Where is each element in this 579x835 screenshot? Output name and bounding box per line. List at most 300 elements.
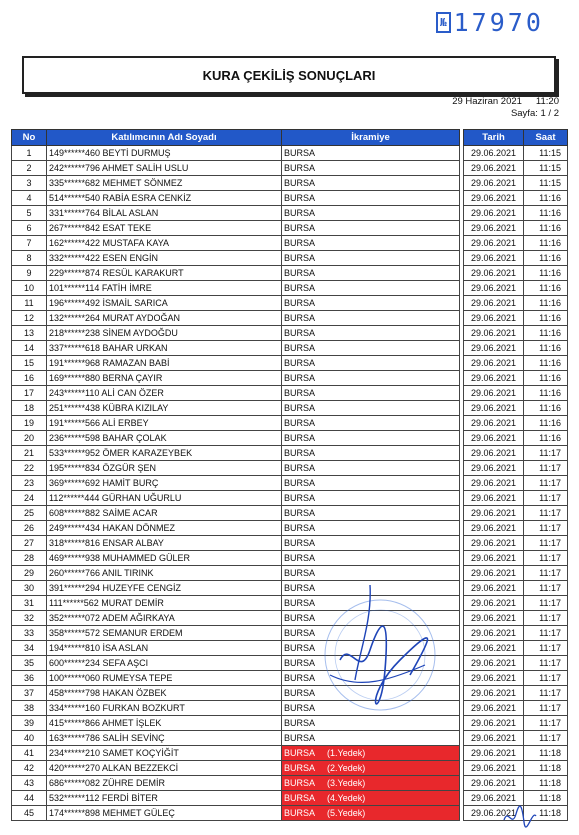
row-time: 11:16 [524,281,568,296]
row-name: 169******880 BERNA ÇAYIR [47,371,282,386]
row-date: 29.06.2021 [464,386,524,401]
table-row [12,581,568,596]
prize-label: BURSA [284,762,316,773]
row-date: 29.06.2021 [464,611,524,626]
row-prize [282,281,460,296]
table-row [12,776,568,791]
row-time: 11:16 [524,386,568,401]
row-time: 11:16 [524,296,568,311]
row-time: 11:17 [524,551,568,566]
table-row [12,671,568,686]
prize-label: BURSA [284,612,316,623]
row-name: 251******438 KÜBRA KIZILAY [47,401,282,416]
row-prize [282,176,460,191]
table-row [12,791,568,806]
row-time: 11:16 [524,221,568,236]
row-time: 11:17 [524,671,568,686]
table-row [12,746,568,761]
row-date: 29.06.2021 [464,716,524,731]
document-number: 17970 [453,8,544,37]
row-time: 11:17 [524,641,568,656]
row-no: 23 [12,476,47,491]
table-row [12,281,568,296]
table-row [12,596,568,611]
row-time: 11:16 [524,326,568,341]
page-title [22,56,556,94]
row-time: 11:17 [524,716,568,731]
row-no: 17 [12,386,47,401]
row-no: 29 [12,566,47,581]
row-date: 29.06.2021 [464,341,524,356]
row-no: 24 [12,491,47,506]
row-name: 608******882 SAİME ACAR [47,506,282,521]
table-row [12,236,568,251]
table-row [12,716,568,731]
row-date: 29.06.2021 [464,176,524,191]
table-row [12,311,568,326]
row-no: 26 [12,521,47,536]
row-date: 29.06.2021 [464,776,524,791]
row-date: 29.06.2021 [464,566,524,581]
row-time: 11:17 [524,446,568,461]
row-name: 686******082 ZÜHRE DEMİR [47,776,282,791]
row-date: 29.06.2021 [464,521,524,536]
row-date: 29.06.2021 [464,311,524,326]
prize-label: BURSA [284,747,316,758]
row-time: 11:17 [524,656,568,671]
header-time: Saat [524,130,568,146]
row-prize [282,416,460,431]
row-no: 22 [12,461,47,476]
row-prize [282,521,460,536]
row-no: 16 [12,371,47,386]
print-date: 29 Haziran 2021 [452,96,522,107]
row-date: 29.06.2021 [464,746,524,761]
row-time: 11:17 [524,626,568,641]
row-name: 332******422 ESEN ENGİN [47,251,282,266]
prize-label: BURSA [284,552,316,563]
table-row [12,341,568,356]
row-no: 3 [12,176,47,191]
row-time: 11:16 [524,356,568,371]
prize-label: BURSA [284,672,316,683]
reserve-label: (1.Yedek) [327,747,366,758]
prize-label: BURSA [284,792,316,803]
row-name: 335******682 MEHMET SÖNMEZ [47,176,282,191]
header-name: Katılımcının Adı Soyadı [47,130,282,146]
row-prize [282,551,460,566]
row-time: 11:17 [524,521,568,536]
prize-label: BURSA [284,312,316,323]
row-time: 11:16 [524,251,568,266]
table-row [12,626,568,641]
table-row [12,686,568,701]
row-name: 174******898 MEHMET GÜLEÇ [47,806,282,821]
row-date: 29.06.2021 [464,251,524,266]
row-date: 29.06.2021 [464,761,524,776]
row-name: 243******110 ALİ CAN ÖZER [47,386,282,401]
row-prize [282,446,460,461]
prize-label: BURSA [284,537,316,548]
prize-label: BURSA [284,342,316,353]
row-no: 5 [12,206,47,221]
prize-label: BURSA [284,147,316,158]
row-date: 29.06.2021 [464,476,524,491]
prize-label: BURSA [284,237,316,248]
row-prize [282,386,460,401]
row-no: 30 [12,581,47,596]
row-no: 19 [12,416,47,431]
row-time: 11:17 [524,506,568,521]
prize-label: BURSA [284,387,316,398]
table-row [12,656,568,671]
row-name: 234******210 SAMET KOÇYİĞİT [47,746,282,761]
table-row [12,521,568,536]
row-no: 34 [12,641,47,656]
row-no: 35 [12,656,47,671]
row-no: 2 [12,161,47,176]
row-prize [282,746,460,761]
row-time: 11:17 [524,701,568,716]
prize-label: BURSA [284,492,316,503]
prize-label: BURSA [284,432,316,443]
prize-label: BURSA [284,357,316,368]
row-time: 11:17 [524,731,568,746]
row-no: 15 [12,356,47,371]
row-name: 358******572 SEMANUR ERDEM [47,626,282,641]
row-name: 514******540 RABİA ESRA CENKİZ [47,191,282,206]
row-no: 9 [12,266,47,281]
row-date: 29.06.2021 [464,626,524,641]
table-row [12,701,568,716]
table-row [12,536,568,551]
row-no: 7 [12,236,47,251]
row-name: 369******692 HAMİT BURÇ [47,476,282,491]
prize-label: BURSA [284,732,316,743]
row-name: 163******786 SALİH SEVİNÇ [47,731,282,746]
row-date: 29.06.2021 [464,416,524,431]
row-date: 29.06.2021 [464,641,524,656]
row-name: 337******618 BAHAR URKAN [47,341,282,356]
table-row [12,641,568,656]
row-name: 100******060 RUMEYSA TEPE [47,671,282,686]
table-row [12,371,568,386]
row-name: 415******866 AHMET İŞLEK [47,716,282,731]
row-prize [282,776,460,791]
row-name: 458******798 HAKAN ÖZBEK [47,686,282,701]
table-row [12,491,568,506]
prize-label: BURSA [284,327,316,338]
row-name: 260******766 ANIL TIRINK [47,566,282,581]
row-time: 11:17 [524,461,568,476]
row-date: 29.06.2021 [464,596,524,611]
row-time: 11:18 [524,746,568,761]
table-row [12,296,568,311]
row-date: 29.06.2021 [464,281,524,296]
table-row [12,326,568,341]
table-row [12,476,568,491]
table-row [12,386,568,401]
row-time: 11:17 [524,686,568,701]
row-time: 11:17 [524,596,568,611]
reserve-label: (5.Yedek) [327,807,366,818]
row-date: 29.06.2021 [464,206,524,221]
row-date: 29.06.2021 [464,671,524,686]
row-date: 29.06.2021 [464,686,524,701]
official-seal-signature [300,580,440,720]
row-name: 600******234 SEFA AŞCI [47,656,282,671]
row-no: 27 [12,536,47,551]
row-name: 318******816 ENSAR ALBAY [47,536,282,551]
row-name: 420******270 ALKAN BEZZEKCİ [47,761,282,776]
prize-label: BURSA [284,252,316,263]
row-name: 218******238 SİNEM AYDOĞDU [47,326,282,341]
row-name: 191******566 ALİ ERBEY [47,416,282,431]
prize-label: BURSA [284,687,316,698]
table-row [12,176,568,191]
row-time: 11:16 [524,266,568,281]
title-text: KURA ÇEKİLİŞ SONUÇLARI [202,67,376,83]
row-no: 39 [12,716,47,731]
row-no: 11 [12,296,47,311]
prize-label: BURSA [284,207,316,218]
prize-label: BURSA [284,162,316,173]
table-header [12,130,568,146]
row-time: 11:15 [524,176,568,191]
row-no: 44 [12,791,47,806]
document-number-stamp [436,8,544,37]
header-prize: İkramiye [282,130,460,146]
row-prize [282,806,460,821]
row-time: 11:15 [524,146,568,161]
row-prize [282,356,460,371]
row-prize [282,431,460,446]
row-prize [282,191,460,206]
header-no: No [12,130,47,146]
row-date: 29.06.2021 [464,146,524,161]
row-prize [282,476,460,491]
prize-label: BURSA [284,777,316,788]
table-row [12,416,568,431]
prize-label: BURSA [284,267,316,278]
table-row [12,251,568,266]
table-body [12,146,568,821]
row-name: 195******834 ÖZGÜR ŞEN [47,461,282,476]
row-prize [282,311,460,326]
prize-label: BURSA [284,702,316,713]
row-prize [282,206,460,221]
table-row [12,761,568,776]
row-no: 20 [12,431,47,446]
row-time: 11:15 [524,161,568,176]
row-name: 267******842 ESAT TEKE [47,221,282,236]
row-prize [282,146,460,161]
prize-label: BURSA [284,462,316,473]
row-date: 29.06.2021 [464,236,524,251]
row-date: 29.06.2021 [464,491,524,506]
row-date: 29.06.2021 [464,806,524,821]
row-date: 29.06.2021 [464,791,524,806]
row-date: 29.06.2021 [464,656,524,671]
row-date: 29.06.2021 [464,506,524,521]
row-prize [282,371,460,386]
row-time: 11:16 [524,416,568,431]
table-row [12,731,568,746]
row-name: 352******072 ADEM AĞIRKAYA [47,611,282,626]
results-table [11,129,568,821]
row-no: 25 [12,506,47,521]
row-prize [282,296,460,311]
row-date: 29.06.2021 [464,461,524,476]
row-name: 162******422 MUSTAFA KAYA [47,236,282,251]
row-no: 31 [12,596,47,611]
row-no: 37 [12,686,47,701]
row-prize [282,491,460,506]
row-no: 32 [12,611,47,626]
table-row [12,401,568,416]
row-prize [282,221,460,236]
row-no: 18 [12,401,47,416]
row-no: 21 [12,446,47,461]
print-time: 11:20 [535,96,559,107]
row-no: 40 [12,731,47,746]
row-prize [282,341,460,356]
row-time: 11:16 [524,401,568,416]
row-name: 334******160 FURKAN BOZKURT [47,701,282,716]
table-row [12,551,568,566]
row-time: 11:18 [524,776,568,791]
prize-label: BURSA [284,372,316,383]
row-prize [282,161,460,176]
row-prize [282,461,460,476]
row-no: 38 [12,701,47,716]
prize-label: BURSA [284,447,316,458]
row-name: 533******952 ÖMER KARAZEYBEK [47,446,282,461]
row-date: 29.06.2021 [464,701,524,716]
table-row [12,161,568,176]
table-row [12,206,568,221]
row-no: 4 [12,191,47,206]
row-time: 11:18 [524,806,568,821]
row-date: 29.06.2021 [464,326,524,341]
row-name: 469******938 MUHAMMED GÜLER [47,551,282,566]
row-date: 29.06.2021 [464,371,524,386]
prize-label: BURSA [284,807,316,818]
prize-label: BURSA [284,657,316,668]
row-no: 14 [12,341,47,356]
table-row [12,431,568,446]
row-date: 29.06.2021 [464,551,524,566]
row-name: 391******294 HUZEYFE CENGİZ [47,581,282,596]
table-row [12,356,568,371]
row-time: 11:16 [524,236,568,251]
row-name: 229******874 RESÜL KARAKURT [47,266,282,281]
row-date: 29.06.2021 [464,191,524,206]
table-row [12,611,568,626]
row-date: 29.06.2021 [464,731,524,746]
row-name: 112******444 GÜRHAN UĞURLU [47,491,282,506]
row-time: 11:17 [524,566,568,581]
table-row [12,566,568,581]
row-time: 11:16 [524,311,568,326]
row-date: 29.06.2021 [464,581,524,596]
row-no: 6 [12,221,47,236]
row-no: 13 [12,326,47,341]
prize-label: BURSA [284,282,316,293]
row-prize [282,791,460,806]
row-no: 28 [12,551,47,566]
row-no: 12 [12,311,47,326]
row-name: 532******112 FERDİ BİTER [47,791,282,806]
prize-label: BURSA [284,582,316,593]
prize-label: BURSA [284,192,316,203]
row-time: 11:17 [524,491,568,506]
row-time: 11:17 [524,611,568,626]
row-prize [282,566,460,581]
header-date: Tarih [464,130,524,146]
prize-label: BURSA [284,402,316,413]
row-no: 41 [12,746,47,761]
row-date: 29.06.2021 [464,356,524,371]
row-no: 33 [12,626,47,641]
prize-label: BURSA [284,627,316,638]
prize-label: BURSA [284,177,316,188]
row-no: 36 [12,671,47,686]
row-date: 29.06.2021 [464,446,524,461]
table-row [12,806,568,821]
row-no: 42 [12,761,47,776]
reserve-label: (2.Yedek) [327,762,366,773]
prize-label: BURSA [284,417,316,428]
number-sign: № [436,12,451,33]
prize-label: BURSA [284,507,316,518]
row-time: 11:18 [524,761,568,776]
row-name: 101******114 FATİH İMRE [47,281,282,296]
row-name: 132******264 MURAT AYDOĞAN [47,311,282,326]
prize-label: BURSA [284,597,316,608]
table-row [12,221,568,236]
prize-label: BURSA [284,642,316,653]
table-row [12,446,568,461]
row-prize [282,761,460,776]
row-time: 11:16 [524,206,568,221]
row-time: 11:17 [524,536,568,551]
row-date: 29.06.2021 [464,266,524,281]
row-date: 29.06.2021 [464,221,524,236]
reserve-label: (4.Yedek) [327,792,366,803]
row-prize [282,236,460,251]
prize-label: BURSA [284,522,316,533]
prize-label: BURSA [284,297,316,308]
row-no: 10 [12,281,47,296]
row-date: 29.06.2021 [464,296,524,311]
row-time: 11:16 [524,371,568,386]
table-row [12,266,568,281]
row-name: 194******810 İSA ASLAN [47,641,282,656]
row-name: 242******796 AHMET SALİH USLU [47,161,282,176]
row-no: 8 [12,251,47,266]
prize-label: BURSA [284,222,316,233]
row-name: 111******562 MURAT DEMİR [47,596,282,611]
row-name: 149******460 BEYTİ DURMUŞ [47,146,282,161]
row-no: 45 [12,806,47,821]
row-prize [282,266,460,281]
row-time: 11:17 [524,476,568,491]
row-time: 11:17 [524,581,568,596]
row-name: 236******598 BAHAR ÇOLAK [47,431,282,446]
row-date: 29.06.2021 [464,161,524,176]
table-row [12,191,568,206]
